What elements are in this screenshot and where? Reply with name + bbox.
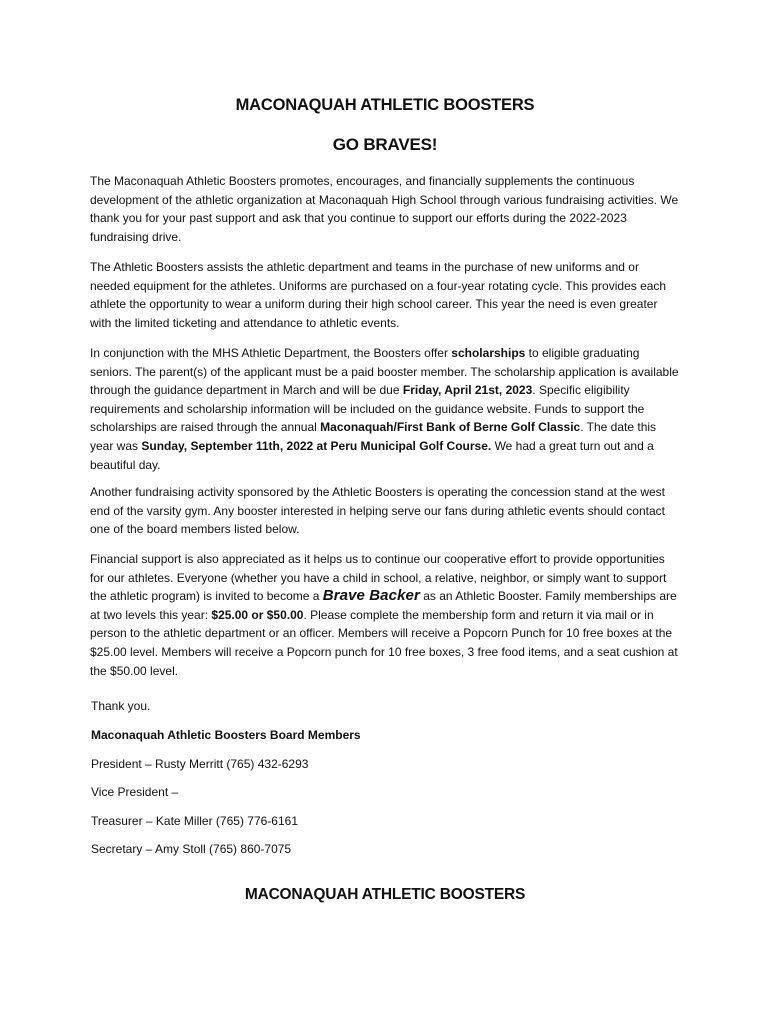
paragraph-membership bbox=[90, 550, 680, 680]
board-vice-president: Vice President – bbox=[91, 785, 179, 799]
board-secretary: Secretary – Amy Stoll (765) 860-7075 bbox=[91, 842, 292, 856]
text-segment: We had a great turn out and a beautiful day. bbox=[90, 438, 654, 472]
bold-due-date: Friday, April 21st, 2023 bbox=[402, 383, 533, 398]
text-segment: . Specific eligibility requirements and scholarship information will be included on the guidance website. Funds to support the scholarships are raised through the annual bbox=[90, 383, 645, 435]
paragraph-mission: The Maconaquah Athletic Boosters promotes, encourages, and financially supplements the continuous development of the athletic organization at Maconaquah High School through various fundraising activities. We thank you for your past support and ask that you continue to support our efforts during the 2022-2023 fundraising drive. bbox=[90, 174, 679, 244]
bold-membership-levels: $25.00 or $50.00 bbox=[211, 607, 304, 622]
text-segment: as an Athletic Booster. Family memberships are at two levels this year: bbox=[90, 589, 677, 622]
footer-heading: MACONAQUAH ATHLETIC BOOSTERS bbox=[244, 886, 526, 903]
text-segment: to eligible graduating seniors. The parent(s) of the applicant must be a paid booster member. The scholarship application is available through the guidance department in March and will be due bbox=[90, 346, 679, 398]
bold-golf-date: Sunday, September 11th, 2022 at Peru Municipal Golf Course. bbox=[141, 438, 492, 453]
text-segment: . The date this year was bbox=[90, 420, 657, 453]
thank-you-text: Thank you. bbox=[91, 699, 151, 713]
bold-golf-classic: Maconaquah/First Bank of Berne Golf Classic bbox=[320, 420, 581, 435]
page-subtitle: GO BRAVES! bbox=[332, 135, 438, 154]
board-president: President – Rusty Merritt (765) 432-6293 bbox=[91, 757, 309, 771]
board-heading: Maconaquah Athletic Boosters Board Members bbox=[91, 728, 361, 742]
brave-backer-emphasis: Brave Backer bbox=[322, 587, 420, 605]
paragraph-scholarships bbox=[90, 344, 680, 474]
page-title: MACONAQUAH ATHLETIC BOOSTERS bbox=[235, 96, 535, 114]
bold-scholarships: scholarships bbox=[451, 346, 526, 360]
board-treasurer: Treasurer – Kate Miller (765) 776-6161 bbox=[91, 814, 298, 828]
text-segment: Financial support is also appreciated as it helps us to continue our cooperative effort to provide opportunities for our athletes. Everyone (whether you have a child in school, a relative, neighbor, or simply want to support the athletic program) is invited to become a bbox=[90, 552, 667, 604]
text-segment: In conjunction with the MHS Athletic Department, the Boosters offer bbox=[90, 346, 452, 360]
paragraph-uniforms: The Athletic Boosters assists the athletic department and teams in the purchase of new uniforms and or needed equipment for the athletes. Uniforms are purchased on a four-year rotating cycle. This provides each athlete the opportunity to wear a uniform during their high school career. This year the need is even greater with the limited ticketing and attendance to athletic events. bbox=[90, 260, 667, 330]
paragraph-concessions: Another fundraising activity sponsored by the Athletic Boosters is operating the concession stand at the west end of the varsity gym. Any booster interested in helping serve our fans during athletic events should contact one of the board members listed below. bbox=[90, 485, 665, 537]
text-segment: . Please complete the membership form and return it via mail or in person to the athletic department or an officer. Members will receive a Popcorn Punch for 10 free boxes at the $25.00 level. Members will receive a Popcorn punch for 10 free boxes, 3 free food items, and a seat cushion at the $50.00 level. bbox=[90, 607, 678, 678]
